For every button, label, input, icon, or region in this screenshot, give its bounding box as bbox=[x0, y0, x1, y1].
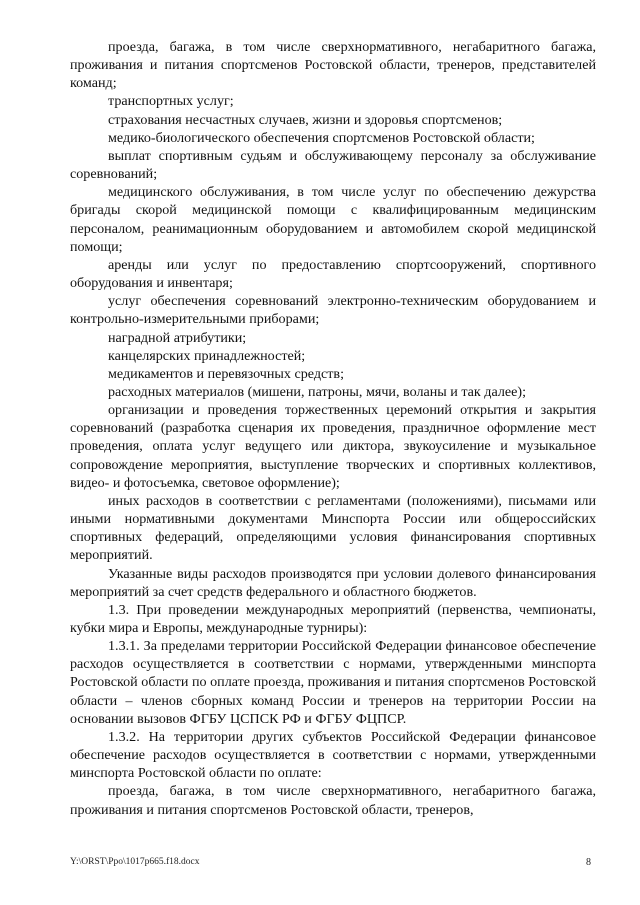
paragraph: наградной атрибутики; bbox=[108, 329, 247, 346]
paragraph: канцелярских принадлежностей; bbox=[108, 347, 306, 364]
paragraph: медикаментов и перевязочных средств; bbox=[108, 365, 344, 382]
footer-file-path: Y:\ORST\Ppo\1017p665.f18.docx bbox=[70, 857, 200, 867]
body-text bbox=[70, 38, 596, 819]
paragraph: проезда, багажа, в том числе сверхнормативного, негабаритного багажа, проживания и питания спортсменов Ростовской области, тренеров, представителей команд; bbox=[70, 39, 596, 92]
paragraph: 1.3.1. За пределами территории Российской Федерации финансовое обеспечение расходов осуществляется в соответствии с нормами, утвержденными минспорта Ростовской области по оплате проезда, проживания и питания спортсменов Ростовской области – членов сборных команд России и тренеров на территории России на основании вызовов ФГБУ ЦСПСК РФ и ФГБУ ФЦПСР. bbox=[70, 638, 596, 727]
paragraph: аренды или услуг по предоставлению спортсооружений, спортивного оборудования и инвентаря; bbox=[70, 256, 596, 292]
paragraph: медицинского обслуживания, в том числе услуг по обеспечению дежурства бригады скорой медицинской помощи с квалифицированным медицинским персоналом, реанимационным оборудованием и автомобилем скорой медицинской помощи; bbox=[70, 184, 596, 255]
paragraph: расходных материалов (мишени, патроны, мячи, воланы и так далее); bbox=[108, 383, 526, 400]
paragraph: организации и проведения торжественных церемоний открытия и закрытия соревнований (разработка сценария их проведения, праздничное оформление мест проведения, оплата услуг ведущего или диктора, звукоусиление и музыкальное сопровождение мероприятия, выступление творческих и спортивных коллективов, видео- и фотосъемка, световое оформление); bbox=[70, 402, 596, 491]
paragraph: транспортных услуг; bbox=[108, 93, 234, 110]
paragraph: выплат спортивным судьям и обслуживающему персоналу за обслуживание соревнований; bbox=[70, 147, 596, 183]
paragraph: 1.3.2. На территории других субъектов Российской Федерации финансовое обеспечение расходов осуществляется в соответствии с нормами, утвержденными минспорта Ростовской области по оплате: bbox=[70, 728, 596, 782]
paragraph: медико-биологического обеспечения спортсменов Ростовской области; bbox=[108, 129, 535, 146]
paragraph: страхования несчастных случаев, жизни и здоровья спортсменов; bbox=[108, 111, 503, 128]
page-number: 8 bbox=[586, 857, 591, 868]
paragraph: проезда, багажа, в том числе сверхнормативного, негабаритного багажа, проживания и питания спортсменов Ростовской области, тренеров, bbox=[70, 783, 596, 818]
paragraph: услуг обеспечения соревнований электронно-техническим оборудованием и контрольно-измерительными приборами; bbox=[70, 293, 596, 328]
paragraph: иных расходов в соответствии с регламентами (положениями), письмами или иными нормативными документами Минспорта России или общероссийских спортивных федераций, определяющими условия финансирования спортивных мероприятий. bbox=[70, 492, 596, 564]
paragraph: Указанные виды расходов производятся при условии долевого финансирования мероприятий за счет средств федерального и областного бюджетов. bbox=[70, 565, 596, 600]
paragraph: 1.3. При проведении международных мероприятий (первенства, чемпионаты, кубки мира и Европы, международные турниры): bbox=[70, 601, 596, 636]
